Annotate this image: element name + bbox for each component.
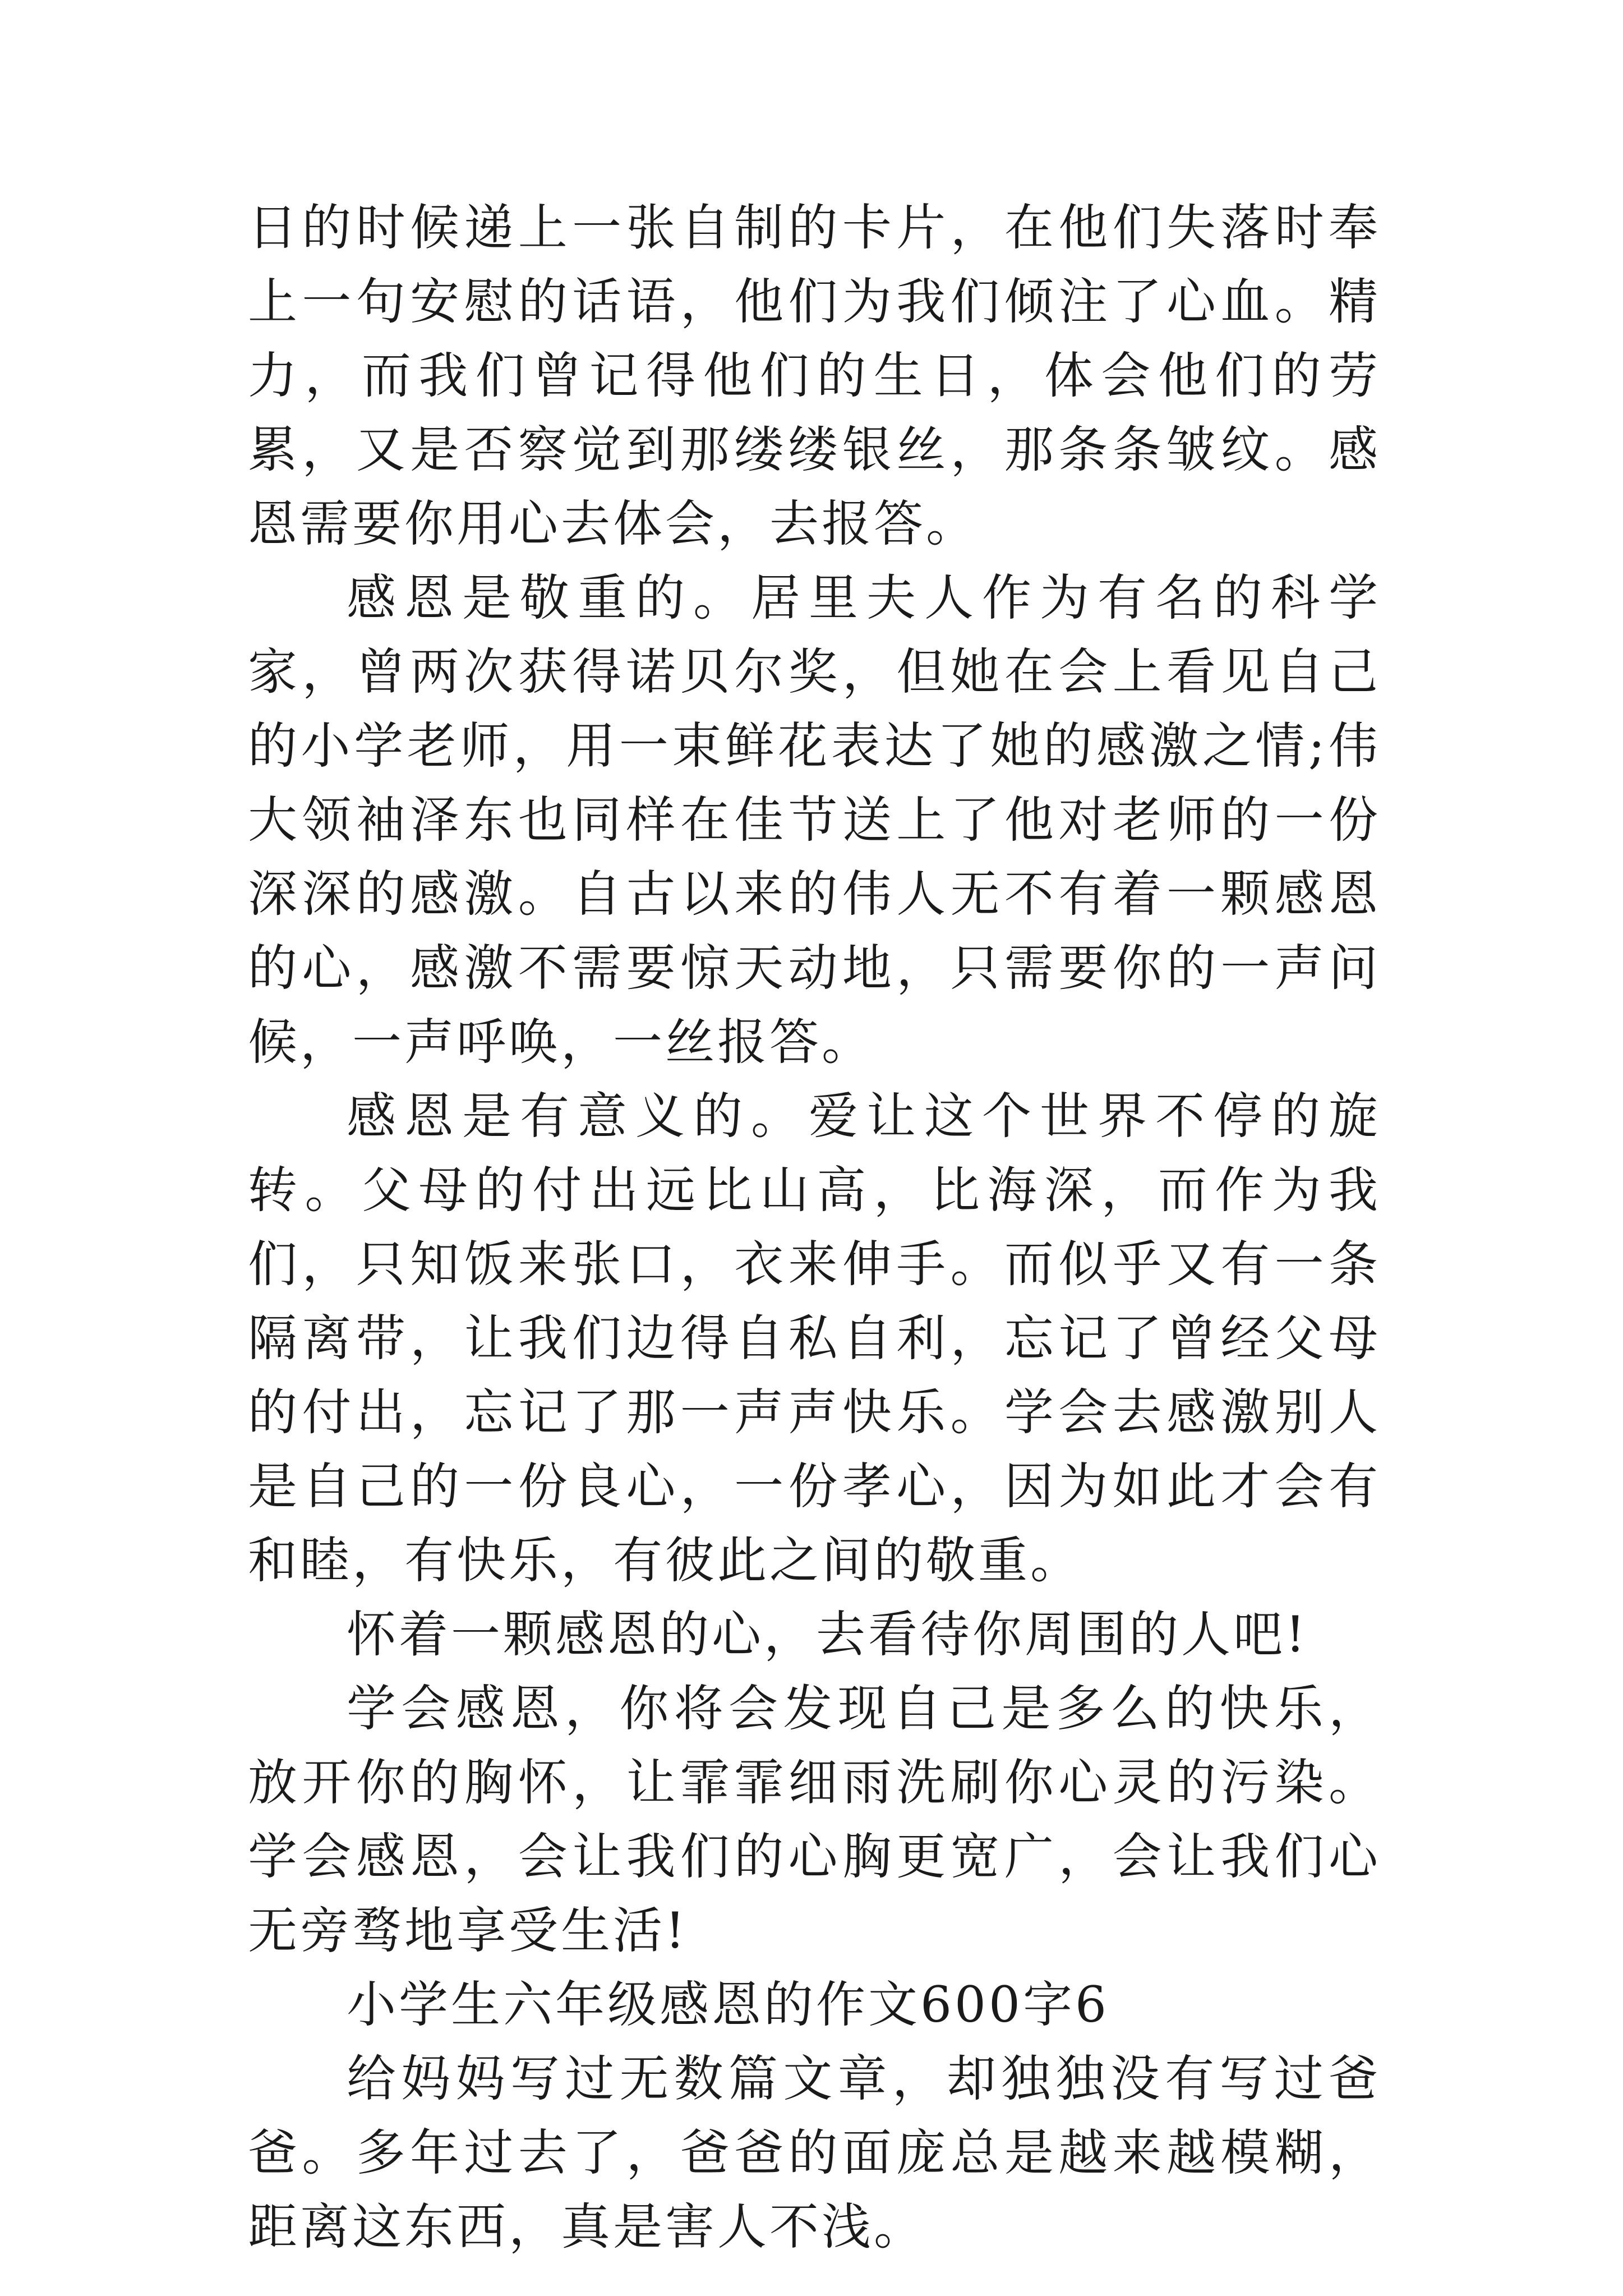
essay-heading: 小学生六年级感恩的作文600字6 [347,1976,1109,2033]
paragraph-respect: 感恩是敬重的。居里夫人作为有名的科学家，曾两次获得诺贝尔奖，但她在会上看见自己的小学老师，用一束鲜花表达了她的感激之情;伟大领袖泽东也同样在佳节送上了他对老师的一份深深的感激。自古以来的伟人无不有着一颗感恩的心，感激不需要惊天动地，只需要你的一声问候，一声呼唤，一丝报答。 [248,569,1381,1071]
document-body [248,191,1381,2264]
paragraph-father: 给妈妈写过无数篇文章，却独独没有写过爸爸。多年过去了，爸爸的面庞总是越来越模糊，距离这东西，真是害人不浅。 [248,2050,1381,2256]
paragraph-continuation: 日的时候递上一张自制的卡片，在他们失落时奉上一句安慰的话语，他们为我们倾注了心血。精力，而我们曾记得他们的生日，体会他们的劳累，又是否察觉到那缕缕银丝，那条条皱纹。感恩需要你用心去体会，去报答。 [248,199,1381,553]
paragraph-learn-gratitude: 学会感恩，你将会发现自己是多么的快乐，放开你的胸怀，让霏霏细雨洗刷你心灵的污染。学会感恩，会让我们的心胸更宽广，会让我们心无旁骛地享受生活! [248,1680,1381,1959]
paragraph-grateful-heart: 怀着一颗感恩的心，去看待你周围的人吧! [347,1605,1308,1663]
paragraph-meaningful: 感恩是有意义的。爱让这个世界不停的旋转。父母的付出远比山高，比海深，而作为我们，只知饭来张口，衣来伸手。而似乎又有一条隔离带，让我们边得自私自利，忘记了曾经父母的付出，忘记了那一声声快乐。学会去感激别人是自己的一份良心，一份孝心，因为如此才会有和睦，有快乐，有彼此之间的敬重。 [248,1087,1381,1589]
